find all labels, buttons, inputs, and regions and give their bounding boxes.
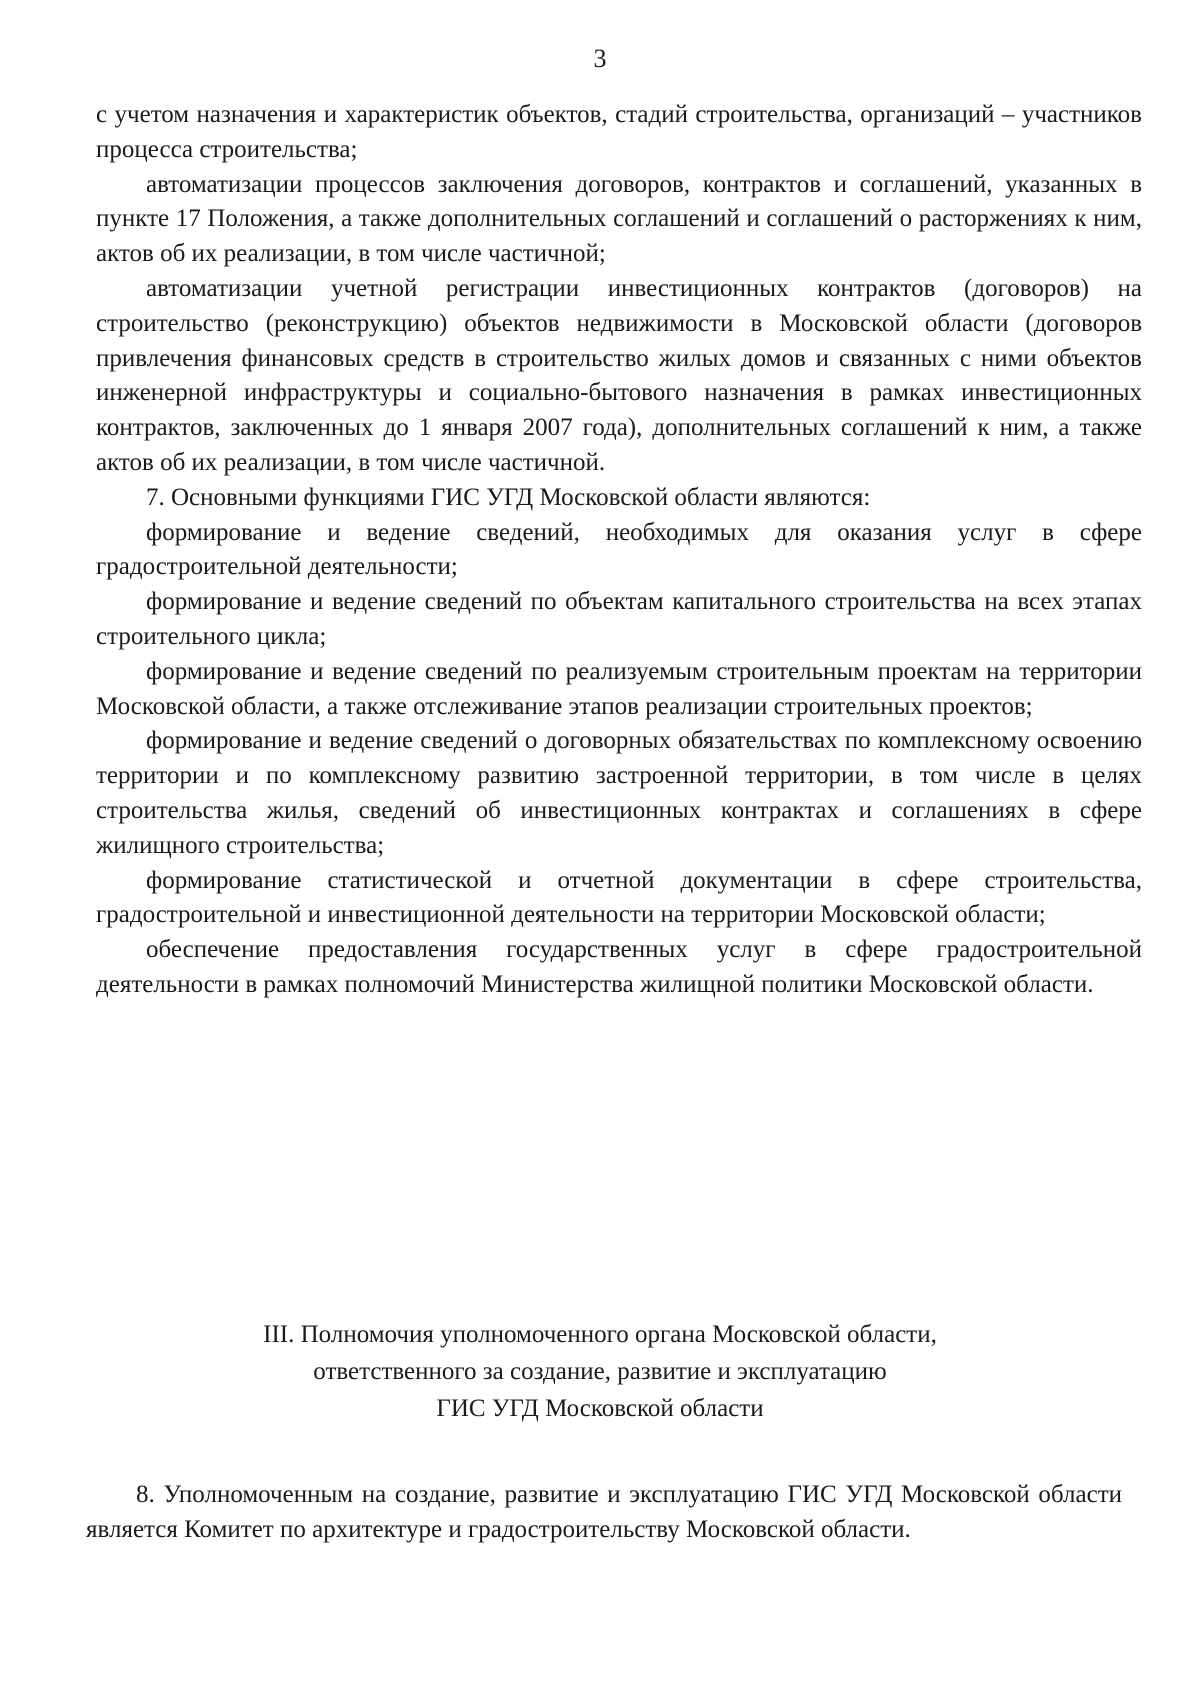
paragraph-function-public-services: обеспечение предоставления государственных услуг в сфере градостроительной деятельности в рамках полномочий Министерства жилищной политики Московской области.	[96, 936, 1142, 998]
paragraph-item-8: 8. Уполномоченным на создание, развитие и эксплуатацию ГИС УГД Московской области является Комитет по архитектуре и градостроительству Московской области.	[86, 1481, 1122, 1543]
section-heading	[0, 1316, 1200, 1427]
paragraph-item-7-intro: 7. Основными функциями ГИС УГД Московской области являются:	[146, 483, 871, 511]
section-heading-line-1: III. Полномочия уполномоченного органа Московской области,	[263, 1321, 937, 1348]
paragraph-function-services: формирование и ведение сведений, необходимых для оказания услуг в сфере градостроительной деятельности;	[96, 518, 1142, 581]
paragraph-contract-automation: автоматизации процессов заключения договоров, контрактов и соглашений, указанных в пункте 17 Положения, а также дополнительных соглашений и соглашений о расторжениях к ним, актов об их реализации, в том числе частичной;	[96, 170, 1142, 268]
paragraph-function-capital-objects: формирование и ведение сведений по объектам капитального строительства на всех этапах строительного цикла;	[96, 588, 1142, 650]
paragraph-function-obligations: формирование и ведение сведений о договорных обязательствах по комплексному освоению территории и по комплексному развитию застроенной территории, в том числе в целях строительства жилья, сведений об инвестиционных контрактах и соглашениях в сфере жилищного строительства;	[96, 727, 1142, 859]
paragraph-registration-automation: автоматизации учетной регистрации инвестиционных контрактов (договоров) на строительство (реконструкцию) объектов недвижимости в Московской области (договоров привлечения финансовых средств в строительство жилых домов и связанных с ними объектов инженерной инфраструктуры и социально-бытового назначения в рамках инвестиционных контрактов, заключенных до 1 января 2007 года), дополнительных соглашений к ним, а также актов об их реализации, в том числе частичной.	[96, 274, 1142, 476]
document-body	[96, 98, 1142, 1003]
page-number: 3	[593, 44, 607, 73]
paragraph-function-statistics: формирование статистической и отчетной документации в сфере строительства, градостроительной и инвестиционной деятельности на территории Московской области;	[96, 866, 1142, 929]
paragraph-function-projects: формирование и ведение сведений по реализуемым строительным проектам на территории Московской области, а также отслеживание этапов реализации строительных проектов;	[96, 657, 1142, 720]
section-heading-line-2: ответственного за создание, развитие и эксплуатацию	[313, 1358, 887, 1385]
paragraph-continuation: с учетом назначения и характеристик объектов, стадий строительства, организаций – участников процесса строительства;	[96, 101, 1142, 163]
section-heading-line-3: ГИС УГД Московской области	[436, 1395, 764, 1422]
section-body	[86, 1478, 1122, 1548]
